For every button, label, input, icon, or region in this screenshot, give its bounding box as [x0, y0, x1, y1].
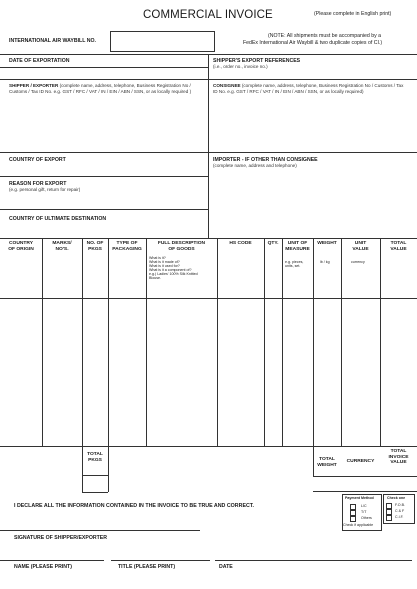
total-pkgs-field[interactable]: [83, 476, 108, 492]
signature-label: SIGNATURE OF SHIPPER/EXPORTER: [14, 535, 108, 541]
desc-hint: What is it?: [149, 256, 166, 260]
col-unit-value: [341, 241, 380, 252]
consignee-sub: (complete name, address, telephone, Business Registration No / Customs / Tax ID No. e.g. GST / RFC / VAT / IN / EIN / ABN / SSN, or as locally required): [213, 83, 404, 94]
accompany-note-2: FedEx International Air Waybill & two duplicate copies of CI.): [243, 40, 383, 46]
weight-hint: lb / kg: [320, 260, 330, 264]
col-label: NO'S.: [55, 246, 69, 252]
cf-label: C & F: [395, 509, 405, 513]
col-label: OF ORIGIN: [8, 246, 34, 252]
col-label: OF GOODS: [168, 246, 195, 252]
col-unit-of-measure: [282, 241, 313, 252]
desc-hint: What is it used for?: [149, 264, 180, 268]
col-label: PACKAGING: [112, 246, 142, 252]
title-field[interactable]: [111, 546, 210, 560]
desc-hint: What is it made of?: [149, 260, 180, 264]
currency-label: CURRENCY: [346, 459, 375, 464]
uom-hint-line: units, set.: [285, 264, 301, 268]
total-weight-label: [313, 457, 341, 468]
col-label: COUNTRY: [9, 241, 33, 246]
total-invoice-label: [380, 449, 417, 466]
col-label: VALUE: [390, 246, 407, 252]
page-title: COMMERCIAL INVOICE: [143, 9, 273, 21]
total-weight-line: TOTAL: [319, 457, 335, 462]
reason-label: REASON FOR EXPORT: [9, 181, 67, 187]
desc-hint: Blouse.: [149, 276, 161, 280]
country-of-export-label: COUNTRY OF EXPORT: [9, 157, 66, 163]
desc-hint: What is it a component of?: [149, 268, 192, 272]
unit-value-hint: currency: [351, 260, 365, 264]
importer-field[interactable]: [209, 152, 417, 238]
cif-checkbox[interactable]: [386, 515, 392, 521]
awb-label: INTERNATIONAL AIR WAYBILL NO.: [9, 38, 96, 44]
col-marks: [42, 241, 82, 252]
col-hs-code: [217, 241, 264, 247]
total-pkgs-label: [82, 452, 108, 463]
others-checkbox[interactable]: [350, 516, 356, 522]
payment-method-label: Payment Method: [345, 496, 374, 500]
total-pkgs-line: PKGS: [88, 457, 102, 463]
total-invoice-line: VALUE: [390, 460, 407, 466]
date-of-exportation-field[interactable]: [0, 54, 208, 67]
items-area[interactable]: [0, 298, 417, 446]
cif-label: C.I.F.: [395, 515, 404, 519]
uom-hint: [285, 260, 303, 268]
title-label: TITLE (PLEASE PRINT): [118, 564, 176, 570]
declaration-text: I DECLARE ALL THE INFORMATION CONTAINED IN THE INVOICE TO BE TRUE AND CORRECT.: [14, 503, 254, 509]
signature-field[interactable]: [0, 514, 200, 530]
col-label: WEIGHT: [317, 241, 337, 246]
others-label: Others: [361, 516, 372, 520]
col-label: MARKS/: [52, 241, 72, 246]
shipper-field[interactable]: [0, 80, 208, 152]
col-label: MEASURE: [285, 246, 310, 252]
total-invoice-line: INVOICE: [388, 454, 409, 460]
col-label: PKGS: [88, 246, 102, 252]
shipper-refs-sub: (i.e., order no., invoice no.): [213, 64, 268, 69]
col-description: [146, 241, 217, 252]
lc-label: L/C: [361, 504, 367, 508]
shipper-refs-field[interactable]: [209, 54, 417, 79]
check-one-label: Check one: [387, 496, 406, 500]
check-if-applicable: Check if applicable: [343, 523, 374, 527]
col-label: VALUE: [352, 246, 369, 252]
col-type-of-packaging: [108, 241, 146, 252]
total-weight-field[interactable]: [314, 477, 341, 491]
importer-label: IMPORTER - IF OTHER THAN CONSIGNEE: [213, 157, 318, 163]
col-weight: [313, 241, 341, 247]
desc-hints: [149, 256, 215, 280]
date-of-exportation-label: DATE OF EXPORTATION: [9, 58, 70, 64]
fob-label: F.O.B.: [395, 503, 405, 507]
col-label: QTY.: [267, 241, 279, 246]
print-note: (Please complete in English print): [314, 11, 392, 17]
ultimate-dest-label: COUNTRY OF ULTIMATE DESTINATION: [9, 216, 107, 222]
col-qty: [264, 241, 282, 247]
reason-sub: (e.g. personal gift, return for repair): [9, 187, 81, 192]
col-label: UNIT: [354, 241, 367, 246]
col-label: TYPE OF: [116, 241, 138, 246]
date-field[interactable]: [215, 546, 412, 560]
col-label: FULL DESCRIPTION: [157, 241, 206, 246]
uom-hint-line: e.g. pieces,: [285, 260, 304, 264]
col-label: TOTAL: [390, 241, 407, 246]
total-weight-line: WEIGHT: [317, 462, 337, 468]
importer-sub: (complete name, address and telephone): [213, 163, 297, 168]
col-label: UNIT OF: [287, 241, 308, 246]
date-label: DATE: [219, 564, 233, 570]
total-invoice-field[interactable]: [381, 477, 417, 491]
reason-field[interactable]: [0, 176, 208, 209]
col-total-value: [380, 241, 417, 252]
col-label: NO. OF: [86, 241, 104, 246]
col-country-of-origin: [0, 241, 42, 252]
awb-field[interactable]: [110, 31, 215, 52]
desc-hint: e.g.) Ladies' 100% Silk Knitted: [149, 272, 198, 276]
shipper-refs-label: SHIPPER'S EXPORT REFERENCES: [213, 58, 301, 64]
name-label: NAME (PLEASE PRINT): [14, 564, 72, 570]
tt-label: T/T: [361, 510, 367, 514]
country-of-export-field[interactable]: [0, 152, 208, 176]
col-label: HS CODE: [229, 241, 252, 246]
ultimate-dest-field[interactable]: [0, 209, 208, 238]
shipper-label: SHIPPER / EXPORTER: [9, 83, 59, 88]
consignee-label: CONSIGNEE: [213, 83, 241, 88]
accompany-note-1: (NOTE: All shipments must be accompanied by a: [268, 33, 382, 39]
currency-field[interactable]: [342, 477, 380, 491]
shipper-sub: (complete name, address, telephone, Business Registration No / Customs / Tax ID No. e.g. GST / RFC / VAT / IN / EIN / ABN / SSN, or as locally required ): [9, 83, 192, 94]
name-field[interactable]: [0, 546, 104, 560]
total-pkgs-line: TOTAL: [87, 452, 103, 457]
total-invoice-line: TOTAL: [390, 449, 407, 454]
col-no-of-pkgs: [82, 241, 108, 252]
consignee-field[interactable]: [209, 80, 417, 152]
